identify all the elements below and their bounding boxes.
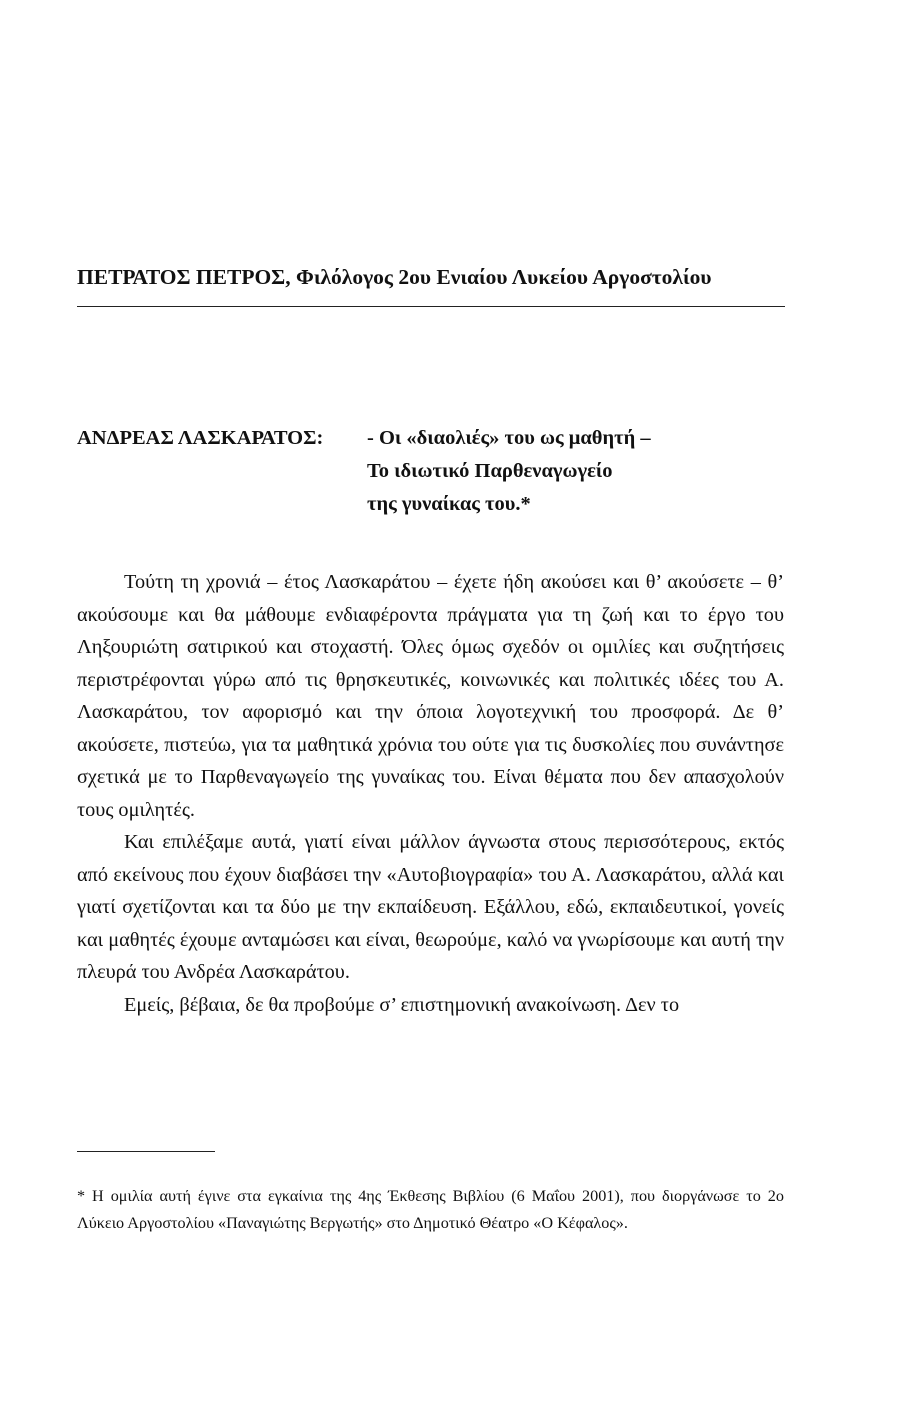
footnote: * Η ομιλία αυτή έγινε στα εγκαίνια της 4ης Έκθεσης Βιβλίου (6 Μαΐου 2001), που διοργάνωσε το 2ο Λύκειο Αργοστολίου «Παναγιώτης Βεργωτής» στο Δημοτικό Θέατρο «Ο Κέφαλος». [77, 1187, 784, 1232]
article-title [77, 422, 787, 521]
title-line-3: της γυναίκας του.* [367, 493, 531, 515]
header-rule [77, 306, 785, 307]
title-line-1: - Οι «διαολιές» του ως μαθητή – [367, 427, 651, 449]
paragraph-3: Εμείς, βέβαια, δε θα προβούμε σ’ επιστημονική ανακοίνωση. Δεν το [124, 993, 680, 1016]
article-body [77, 566, 784, 1021]
paragraph-1: Τούτη τη χρονιά – έτος Λασκαράτου – έχετε ήδη ακούσει και θ’ ακούσετε – θ’ ακούσουμε και θα μάθουμε ενδιαφέροντα πράγματα για τη ζωή και το έργο του Ληξουριώτη σατιρικού και στοχαστή. Όλες όμως σχεδόν οι ομιλίες και συζητήσεις περιστρέφονται γύρω από τις θρησκευτικές, κοινωνικές και πολιτικές ιδέες του Α. Λασκαράτου, τον αφορισμό και την όποια λογοτεχνική του προσφορά. Δε θ’ ακούσετε, πιστεύω, για τα μαθητικά χρόνια του ούτε για τις δυσκολίες που συνάντησε σχετικά με το Παρθεναγωγείο της γυναίκας του. Είναι θέματα που δεν απασχολούν τους ομιλητές. [77, 571, 784, 821]
title-subtitle [367, 422, 651, 521]
author-line: ΠΕΤΡΑΤΟΣ ΠΕΤΡΟΣ, Φιλόλογος 2ου Ενιαίου Λυκείου Αργοστολίου [77, 265, 712, 289]
title-line-2: Το ιδιωτικό Παρθεναγωγείο [367, 460, 613, 482]
title-subject: ΑΝΔΡΕΑΣ ΛΑΣΚΑΡΑΤΟΣ: [77, 427, 324, 449]
footnote-rule [77, 1151, 215, 1152]
paragraph-2: Και επιλέξαμε αυτά, γιατί είναι μάλλον άγνωστα στους περισσότερους, εκτός από εκείνους που έχουν διαβάσει την «Αυτοβιογραφία» του Α. Λασκαράτου, αλλά και γιατί σχετίζονται και τα δύο με την εκπαίδευση. Εξάλλου, εδώ, εκπαιδευτικοί, γονείς και μαθητές έχουμε ανταμώσει και είναι, θεωρούμε, καλό να γνωρίσουμε και αυτή την πλευρά του Ανδρέα Λασκαράτου. [77, 831, 784, 983]
